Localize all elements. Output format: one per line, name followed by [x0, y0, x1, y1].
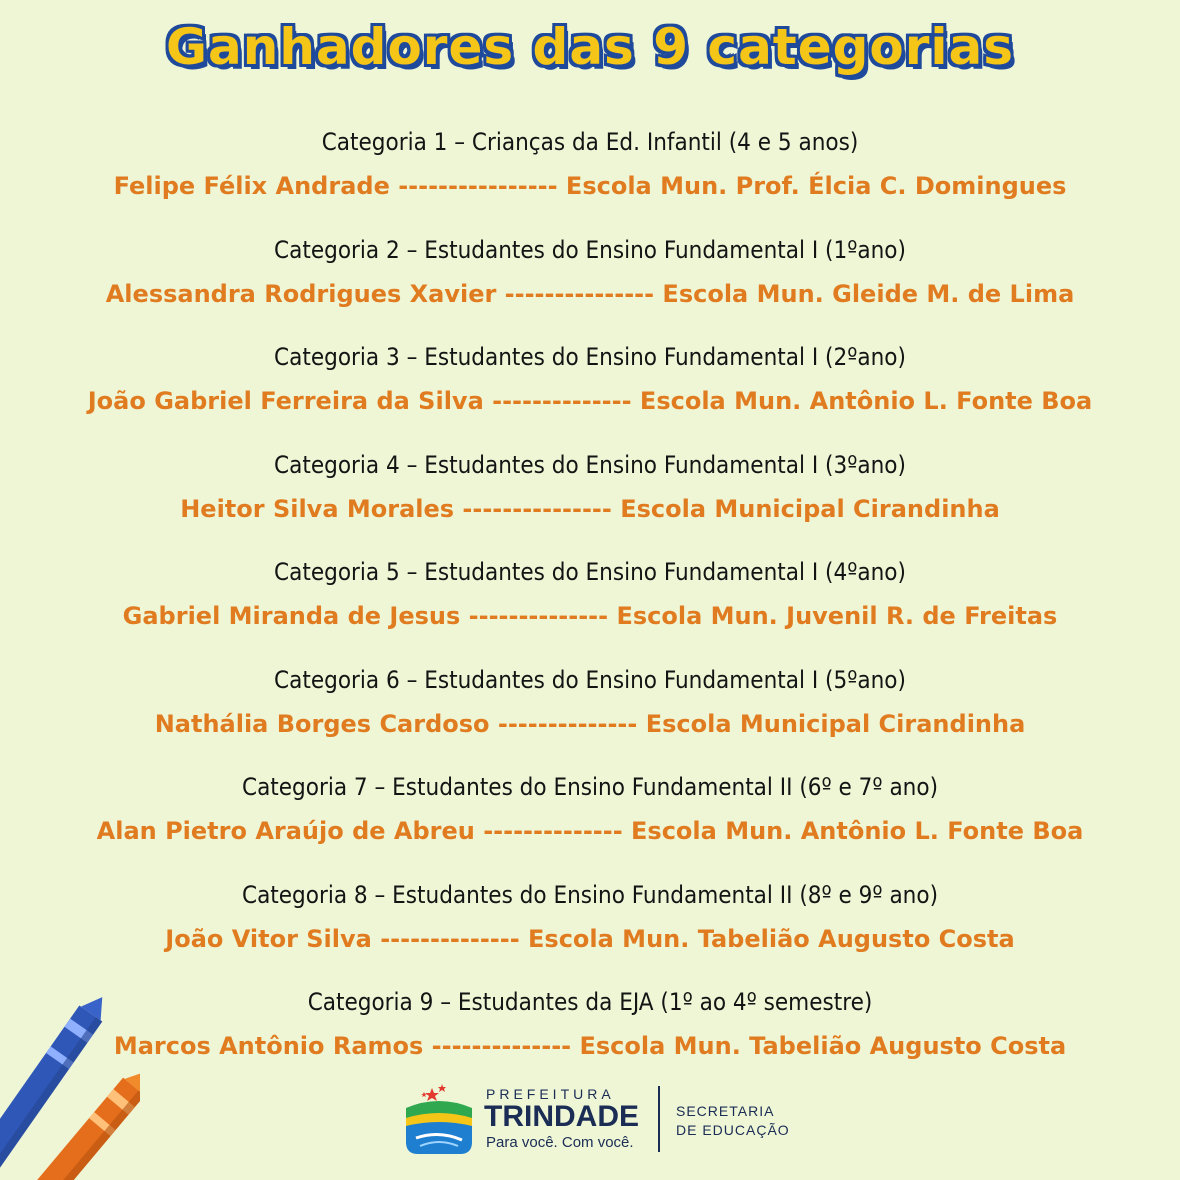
- category-5: [0, 552, 1180, 660]
- category-winner: Heitor Silva Morales --------------- Escola Municipal Cirandinha: [180, 494, 1000, 523]
- trindade-emblem-icon: [402, 1082, 476, 1158]
- category-winner: Alan Pietro Araújo de Abreu -------------- Escola Mun. Antônio L. Fonte Boa: [96, 817, 1084, 845]
- city-name: TRINDADE: [484, 1100, 639, 1133]
- secretaria-label: [676, 1102, 790, 1140]
- categories-list: [0, 122, 1180, 1090]
- category-winner: João Gabriel Ferreira da Silva -------------- Escola Mun. Antônio L. Fonte Boa: [87, 387, 1093, 415]
- category-title: Categoria 9 – Estudantes da EJA (1º ao 4º semestre): [307, 988, 873, 1016]
- category-title: Categoria 4 – Estudantes do Ensino Fundamental I (3ºano): [274, 450, 906, 479]
- category-7: [0, 767, 1180, 875]
- category-4: [0, 445, 1180, 553]
- category-2: [0, 230, 1180, 338]
- category-winner: Gabriel Miranda de Jesus -------------- Escola Mun. Juvenil R. de Freitas: [122, 602, 1058, 630]
- slogan: Para você. Com você.: [486, 1134, 634, 1151]
- category-3: [0, 337, 1180, 445]
- category-6: [0, 660, 1180, 768]
- category-8: [0, 875, 1180, 983]
- category-title: Categoria 8 – Estudantes do Ensino Fundamental II (8º e 9º ano): [241, 880, 938, 909]
- category-winner: Felipe Félix Andrade ---------------- Escola Mun. Prof. Élcia C. Domingues: [113, 172, 1067, 200]
- category-winner: Alessandra Rodrigues Xavier --------------- Escola Mun. Gleide M. de Lima: [105, 279, 1075, 308]
- category-title: Categoria 2 – Estudantes do Ensino Fundamental I (1ºano): [274, 235, 906, 264]
- prefeitura-label: PREFEITURA: [486, 1086, 615, 1102]
- category-9: [0, 982, 1180, 1090]
- prefeitura-logo: [400, 1080, 820, 1160]
- category-title: Categoria 6 – Estudantes do Ensino Fundamental I (5ºano): [274, 665, 906, 694]
- secretaria-line-2: DE EDUCAÇÃO: [676, 1122, 790, 1138]
- category-1: [0, 122, 1180, 230]
- category-title: Categoria 5 – Estudantes do Ensino Fundamental I (4ºano): [274, 558, 906, 586]
- page-title: Ganhadores das 9 categorias: [165, 18, 1015, 76]
- category-title: Categoria 1 – Crianças da Ed. Infantil (4 e 5 anos): [321, 128, 859, 156]
- category-title: Categoria 7 – Estudantes do Ensino Fundamental II (6º e 7º ano): [241, 773, 938, 801]
- category-winner: Nathália Borges Cardoso -------------- Escola Municipal Cirandinha: [154, 709, 1026, 738]
- category-winner: João Vitor Silva -------------- Escola Mun. Tabelião Augusto Costa: [165, 924, 1015, 953]
- logo-divider: [658, 1086, 660, 1152]
- category-title: Categoria 3 – Estudantes do Ensino Fundamental I (2ºano): [274, 343, 906, 371]
- crayons-illustration: [0, 980, 140, 1180]
- secretaria-line-1: SECRETARIA: [676, 1103, 775, 1119]
- category-winner: Marcos Antônio Ramos -------------- Escola Mun. Tabelião Augusto Costa: [113, 1032, 1067, 1060]
